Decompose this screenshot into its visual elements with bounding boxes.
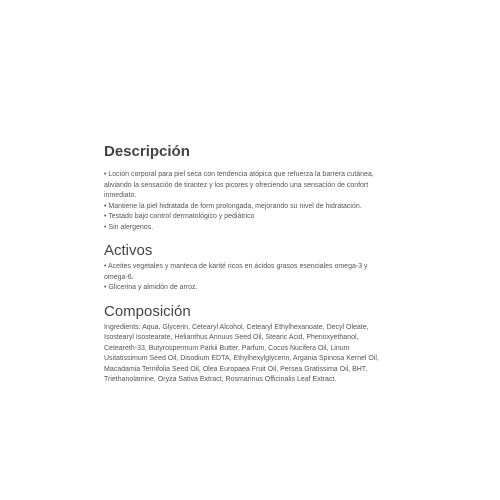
- composicion-heading: Composición: [104, 302, 191, 320]
- descripcion-section: [104, 143, 384, 233]
- composicion-line: Triethanolamine, Oryza Sativa Extract, Rosmarinus Officinalis Leaf Extract.: [104, 376, 337, 383]
- descripcion-line: • Testado bajo control dermatológico y pediátrico: [104, 213, 255, 220]
- descripcion-line: • Sin alergenos.: [104, 223, 154, 231]
- composicion-text: [104, 323, 384, 386]
- descripcion-line: • Loción corporal para piel seca con tendencia atópica que refuerza la barrera cutánea,: [104, 171, 374, 178]
- composicion-line: Macadamia Ternifolia Seed Oil, Olea Europaea Fruit Oil, Persea Gratissima Oil, BHT,: [104, 365, 368, 373]
- composicion-line: Ingredients: Aqua, Glycerin, Cetearyl Alcohol, Cetearyl Ethylhexanoate, Decyl Oleate,: [104, 323, 369, 331]
- descripcion-heading: Descripción: [104, 143, 190, 160]
- composicion-line: Isostearyl Isostearate, Helianthus Annuus Seed Oil, Stearic Acid, Phenoxyethanol,: [104, 334, 359, 341]
- activos-line: omega-6.: [104, 273, 134, 281]
- activos-line: • Glicerina y almidón de arroz.: [104, 284, 198, 291]
- product-info: [104, 143, 384, 386]
- composicion-section: [104, 303, 384, 386]
- descripcion-line: aliviando la sensación de tirantez y los picores y ofreciendo una sensación de confort: [104, 181, 369, 189]
- composicion-line: Usitatissimum Seed Oil, Disodium EDTA, Ethylhexylglycerin, Argania Spinosa Kernel Oil,: [104, 355, 379, 362]
- composicion-line: Ceteareth-33, Butyrospermum Parkii Butter, Parfum, Cocos Nucifera Oil, Linum: [104, 344, 350, 352]
- descripcion-line: inmediato.: [104, 192, 137, 199]
- activos-section: [104, 242, 384, 294]
- activos-line: • Aceites vegetales y manteca de karité ricos en ácidos grasos esenciales omega-3 y: [104, 263, 368, 270]
- activos-text: [104, 262, 384, 294]
- descripcion-line: • Mantiene la piel hidratada de form prolongada, mejorando su nivel de hidratación.: [104, 202, 362, 210]
- activos-heading: Activos: [104, 242, 153, 259]
- descripcion-text: [104, 170, 384, 233]
